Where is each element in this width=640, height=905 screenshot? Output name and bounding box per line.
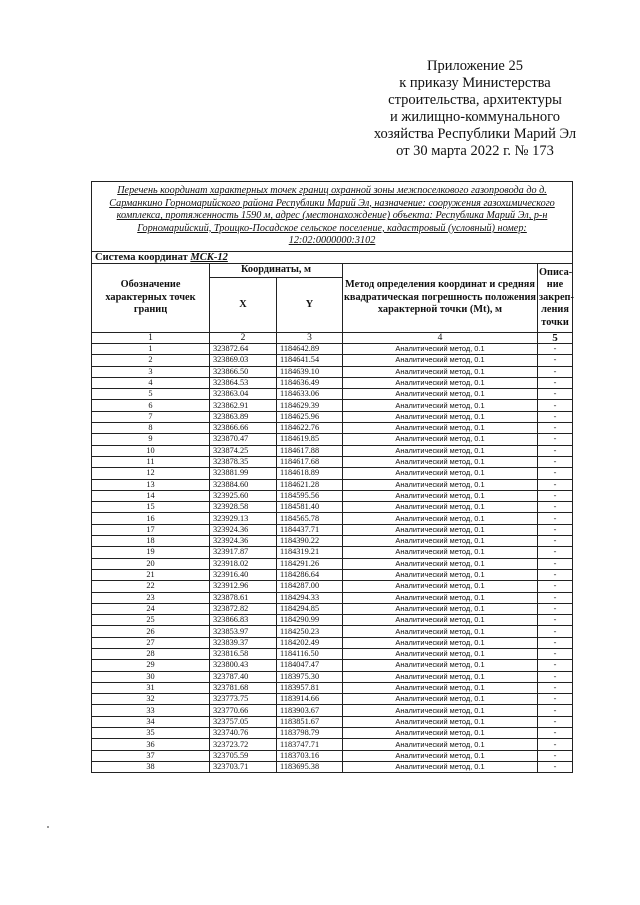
index-cell: 4	[343, 332, 538, 343]
table-row	[92, 637, 573, 648]
table-row	[92, 434, 573, 445]
point-number-cell: 4	[92, 377, 210, 388]
table-row	[92, 615, 573, 626]
point-number-cell: 6	[92, 400, 210, 411]
method-cell: Аналитический метод, 0.1	[343, 468, 538, 479]
method-cell: Аналитический метод, 0.1	[343, 434, 538, 445]
x-coordinate-cell: 323916.40	[210, 569, 277, 580]
x-coordinate-cell: 323928.58	[210, 502, 277, 513]
point-number-cell: 19	[92, 547, 210, 558]
table-row	[92, 490, 573, 501]
point-number-cell: 15	[92, 502, 210, 513]
header-line: от 30 марта 2022 г. № 173	[396, 143, 554, 159]
point-number-cell: 31	[92, 682, 210, 693]
fixing-description-cell: -	[538, 637, 573, 648]
method-cell: Аналитический метод, 0.1	[343, 648, 538, 659]
point-number-cell: 14	[92, 490, 210, 501]
table-row	[92, 366, 573, 377]
fixing-description-cell: -	[538, 671, 573, 682]
point-number-cell: 12	[92, 468, 210, 479]
y-coordinate-cell: 1184618.89	[277, 468, 343, 479]
point-number-cell: 16	[92, 513, 210, 524]
x-coordinate-cell: 323866.50	[210, 366, 277, 377]
x-coordinate-cell: 323757.05	[210, 716, 277, 727]
table-row	[92, 592, 573, 603]
method-cell: Аналитический метод, 0.1	[343, 445, 538, 456]
index-cell: 3	[277, 332, 343, 343]
table-row	[92, 705, 573, 716]
y-coordinate-cell: 1183695.38	[277, 761, 343, 772]
x-coordinate-cell: 323705.59	[210, 750, 277, 761]
fixing-description-cell: -	[538, 400, 573, 411]
fixing-description-cell: -	[538, 603, 573, 614]
method-cell: Аналитический метод, 0.1	[343, 716, 538, 727]
table-row	[92, 682, 573, 693]
y-coordinate-cell: 1184286.64	[277, 569, 343, 580]
fixing-description-cell: -	[538, 750, 573, 761]
table-row	[92, 513, 573, 524]
table-title: Перечень координат характерных точек границ охранной зоны межпоселкового газопровода до д. Сарманкино Горномарийского района Республики Марий Эл, назначение: сооружения газохимического комплекса, протяженность 1590 м, адрес (местонахождение) объекта: Республика Марий Эл, р-н Горномарийский, Троицко-Посадское сельское поселение, кадастровый (условный) номер: 12:02:0000000:3102	[92, 182, 573, 252]
y-coordinate-cell: 1184290.99	[277, 615, 343, 626]
y-coordinate-cell: 1184595.56	[277, 490, 343, 501]
method-cell: Аналитический метод, 0.1	[343, 343, 538, 354]
fixing-description-cell: -	[538, 660, 573, 671]
table-row	[92, 694, 573, 705]
y-coordinate-cell: 1184629.39	[277, 400, 343, 411]
method-cell: Аналитический метод, 0.1	[343, 569, 538, 580]
table-row	[92, 750, 573, 761]
y-coordinate-cell: 1183957.81	[277, 682, 343, 693]
y-coordinate-cell: 1183703.16	[277, 750, 343, 761]
x-coordinate-cell: 323839.37	[210, 637, 277, 648]
fixing-description-cell: -	[538, 558, 573, 569]
point-number-cell: 13	[92, 479, 210, 490]
x-coordinate-cell: 323878.61	[210, 592, 277, 603]
fixing-description-cell: -	[538, 411, 573, 422]
table-row	[92, 761, 573, 772]
x-coordinate-cell: 323866.83	[210, 615, 277, 626]
fixing-description-cell: -	[538, 716, 573, 727]
table-row	[92, 524, 573, 535]
fixing-description-cell: -	[538, 626, 573, 637]
header-line: и жилищно-коммунального	[389, 109, 561, 125]
column-index-row	[92, 332, 573, 343]
header-line: Приложение 25	[427, 58, 523, 74]
header-method: Метод определения координат и средняя квадратическая погрешность положения характерной точки (Mt), м	[343, 263, 538, 332]
y-coordinate-cell: 1184617.68	[277, 456, 343, 467]
fixing-description-cell: -	[538, 490, 573, 501]
x-coordinate-cell: 323863.89	[210, 411, 277, 422]
y-coordinate-cell: 1184622.76	[277, 423, 343, 434]
table-row	[92, 468, 573, 479]
method-cell: Аналитический метод, 0.1	[343, 761, 538, 772]
point-number-cell: 33	[92, 705, 210, 716]
table-row	[92, 536, 573, 547]
x-coordinate-cell: 323787.40	[210, 671, 277, 682]
index-cell: 2	[210, 332, 277, 343]
y-coordinate-cell: 1184294.33	[277, 592, 343, 603]
method-cell: Аналитический метод, 0.1	[343, 739, 538, 750]
scan-speck	[47, 826, 49, 828]
point-number-cell: 3	[92, 366, 210, 377]
y-coordinate-cell: 1184636.49	[277, 377, 343, 388]
fixing-description-cell: -	[538, 592, 573, 603]
y-coordinate-cell: 1184250.23	[277, 626, 343, 637]
point-number-cell: 28	[92, 648, 210, 659]
method-cell: Аналитический метод, 0.1	[343, 513, 538, 524]
point-number-cell: 24	[92, 603, 210, 614]
x-coordinate-cell: 323878.35	[210, 456, 277, 467]
point-number-cell: 23	[92, 592, 210, 603]
table-row	[92, 445, 573, 456]
method-cell: Аналитический метод, 0.1	[343, 660, 538, 671]
method-cell: Аналитический метод, 0.1	[343, 366, 538, 377]
y-coordinate-cell: 1184581.40	[277, 502, 343, 513]
header-coordinates: Координаты, м	[210, 263, 343, 277]
table-row	[92, 456, 573, 467]
x-coordinate-cell: 323929.13	[210, 513, 277, 524]
y-coordinate-cell: 1184202.49	[277, 637, 343, 648]
point-number-cell: 27	[92, 637, 210, 648]
table-row	[92, 377, 573, 388]
method-cell: Аналитический метод, 0.1	[343, 502, 538, 513]
point-number-cell: 35	[92, 728, 210, 739]
fixing-description-cell: -	[538, 524, 573, 535]
header-line: строительства, архитектуры	[388, 92, 562, 108]
header-x: X	[210, 277, 277, 332]
coordinate-system-label: Система координат	[95, 251, 188, 263]
table-row	[92, 423, 573, 434]
header-line: к приказу Министерства	[399, 75, 551, 91]
method-cell: Аналитический метод, 0.1	[343, 592, 538, 603]
method-cell: Аналитический метод, 0.1	[343, 490, 538, 501]
x-coordinate-cell: 323770.66	[210, 705, 277, 716]
header-y: Y	[277, 277, 343, 332]
y-coordinate-cell: 1184619.85	[277, 434, 343, 445]
fixing-description-cell: -	[538, 761, 573, 772]
point-number-cell: 26	[92, 626, 210, 637]
method-cell: Аналитический метод, 0.1	[343, 411, 538, 422]
y-coordinate-cell: 1183747.71	[277, 739, 343, 750]
fixing-description-cell: -	[538, 739, 573, 750]
y-coordinate-cell: 1184319.21	[277, 547, 343, 558]
x-coordinate-cell: 323863.04	[210, 389, 277, 400]
x-coordinate-cell: 323925.60	[210, 490, 277, 501]
table-row	[92, 479, 573, 490]
fixing-description-cell: -	[538, 682, 573, 693]
x-coordinate-cell: 323800.43	[210, 660, 277, 671]
y-coordinate-cell: 1184565.78	[277, 513, 343, 524]
method-cell: Аналитический метод, 0.1	[343, 728, 538, 739]
table-row	[92, 343, 573, 354]
point-number-cell: 21	[92, 569, 210, 580]
method-cell: Аналитический метод, 0.1	[343, 377, 538, 388]
x-coordinate-cell: 323866.66	[210, 423, 277, 434]
x-coordinate-cell: 323781.68	[210, 682, 277, 693]
x-coordinate-cell: 323917.87	[210, 547, 277, 558]
y-coordinate-cell: 1184047.47	[277, 660, 343, 671]
x-coordinate-cell: 323740.76	[210, 728, 277, 739]
method-cell: Аналитический метод, 0.1	[343, 671, 538, 682]
table-row	[92, 400, 573, 411]
header-line: хозяйства Республики Марий Эл	[373, 126, 577, 142]
point-number-cell: 18	[92, 536, 210, 547]
table-row	[92, 671, 573, 682]
fixing-description-cell: -	[538, 479, 573, 490]
fixing-description-cell: -	[538, 547, 573, 558]
y-coordinate-cell: 1183914.66	[277, 694, 343, 705]
y-coordinate-cell: 1183798.79	[277, 728, 343, 739]
fixing-description-cell: -	[538, 694, 573, 705]
table-row	[92, 648, 573, 659]
x-coordinate-cell: 323881.99	[210, 468, 277, 479]
x-coordinate-cell: 323869.03	[210, 355, 277, 366]
x-coordinate-cell: 323872.64	[210, 343, 277, 354]
x-coordinate-cell: 323924.36	[210, 524, 277, 535]
fixing-description-cell: -	[538, 343, 573, 354]
method-cell: Аналитический метод, 0.1	[343, 389, 538, 400]
method-cell: Аналитический метод, 0.1	[343, 750, 538, 761]
method-cell: Аналитический метод, 0.1	[343, 479, 538, 490]
x-coordinate-cell: 323912.96	[210, 581, 277, 592]
fixing-description-cell: -	[538, 423, 573, 434]
index-cell: 5	[538, 332, 573, 343]
table-row	[92, 355, 573, 366]
point-number-cell: 30	[92, 671, 210, 682]
table-row	[92, 547, 573, 558]
y-coordinate-cell: 1184639.10	[277, 366, 343, 377]
point-number-cell: 5	[92, 389, 210, 400]
y-coordinate-cell: 1184625.96	[277, 411, 343, 422]
point-number-cell: 9	[92, 434, 210, 445]
fixing-description-cell: -	[538, 434, 573, 445]
y-coordinate-cell: 1184641.54	[277, 355, 343, 366]
point-number-cell: 2	[92, 355, 210, 366]
y-coordinate-cell: 1183903.67	[277, 705, 343, 716]
table-row	[92, 411, 573, 422]
table-row	[92, 716, 573, 727]
y-coordinate-cell: 1184437.71	[277, 524, 343, 535]
coordinate-system	[92, 251, 573, 263]
point-number-cell: 11	[92, 456, 210, 467]
fixing-description-cell: -	[538, 581, 573, 592]
x-coordinate-cell: 323870.47	[210, 434, 277, 445]
table-row	[92, 581, 573, 592]
fixing-description-cell: -	[538, 728, 573, 739]
coordinate-system-value: МСК-12	[190, 251, 228, 263]
fixing-description-cell: -	[538, 615, 573, 626]
x-coordinate-cell: 323884.60	[210, 479, 277, 490]
table-row	[92, 739, 573, 750]
point-number-cell: 32	[92, 694, 210, 705]
x-coordinate-cell: 323872.82	[210, 603, 277, 614]
y-coordinate-cell: 1184116.50	[277, 648, 343, 659]
point-number-cell: 20	[92, 558, 210, 569]
method-cell: Аналитический метод, 0.1	[343, 456, 538, 467]
method-cell: Аналитический метод, 0.1	[343, 547, 538, 558]
table-row	[92, 603, 573, 614]
fixing-description-cell: -	[538, 445, 573, 456]
method-cell: Аналитический метод, 0.1	[343, 558, 538, 569]
x-coordinate-cell: 323918.02	[210, 558, 277, 569]
index-cell: 1	[92, 332, 210, 343]
fixing-description-cell: -	[538, 569, 573, 580]
fixing-description-cell: -	[538, 536, 573, 547]
method-cell: Аналитический метод, 0.1	[343, 626, 538, 637]
point-number-cell: 22	[92, 581, 210, 592]
table-row	[92, 558, 573, 569]
y-coordinate-cell: 1184621.28	[277, 479, 343, 490]
point-number-cell: 36	[92, 739, 210, 750]
method-cell: Аналитический метод, 0.1	[343, 524, 538, 535]
x-coordinate-cell: 323853.97	[210, 626, 277, 637]
y-coordinate-cell: 1184287.00	[277, 581, 343, 592]
method-cell: Аналитический метод, 0.1	[343, 637, 538, 648]
point-number-cell: 25	[92, 615, 210, 626]
fixing-description-cell: -	[538, 389, 573, 400]
y-coordinate-cell: 1184642.89	[277, 343, 343, 354]
fixing-description-cell: -	[538, 705, 573, 716]
point-number-cell: 8	[92, 423, 210, 434]
header-point: Обозначение характерных точек границ	[92, 263, 210, 332]
y-coordinate-cell: 1184291.26	[277, 558, 343, 569]
method-cell: Аналитический метод, 0.1	[343, 603, 538, 614]
point-number-cell: 10	[92, 445, 210, 456]
point-number-cell: 37	[92, 750, 210, 761]
fixing-description-cell: -	[538, 366, 573, 377]
x-coordinate-cell: 323924.36	[210, 536, 277, 547]
fixing-description-cell: -	[538, 377, 573, 388]
fixing-description-cell: -	[538, 513, 573, 524]
x-coordinate-cell: 323864.53	[210, 377, 277, 388]
fixing-description-cell: -	[538, 502, 573, 513]
table-row	[92, 569, 573, 580]
y-coordinate-cell: 1184633.06	[277, 389, 343, 400]
appendix-header	[330, 58, 620, 160]
fixing-description-cell: -	[538, 468, 573, 479]
x-coordinate-cell: 323874.25	[210, 445, 277, 456]
point-number-cell: 1	[92, 343, 210, 354]
x-coordinate-cell: 323703.71	[210, 761, 277, 772]
method-cell: Аналитический метод, 0.1	[343, 400, 538, 411]
method-cell: Аналитический метод, 0.1	[343, 682, 538, 693]
header-description: Описа-ние закреп-ления точки	[538, 263, 573, 332]
x-coordinate-cell: 323723.72	[210, 739, 277, 750]
method-cell: Аналитический метод, 0.1	[343, 536, 538, 547]
method-cell: Аналитический метод, 0.1	[343, 581, 538, 592]
method-cell: Аналитический метод, 0.1	[343, 355, 538, 366]
table-row	[92, 728, 573, 739]
y-coordinate-cell: 1183851.67	[277, 716, 343, 727]
table-row	[92, 389, 573, 400]
method-cell: Аналитический метод, 0.1	[343, 615, 538, 626]
fixing-description-cell: -	[538, 648, 573, 659]
fixing-description-cell: -	[538, 456, 573, 467]
method-cell: Аналитический метод, 0.1	[343, 705, 538, 716]
y-coordinate-cell: 1184294.85	[277, 603, 343, 614]
table-row	[92, 626, 573, 637]
table-row	[92, 502, 573, 513]
point-number-cell: 34	[92, 716, 210, 727]
point-number-cell: 29	[92, 660, 210, 671]
y-coordinate-cell: 1184390.22	[277, 536, 343, 547]
x-coordinate-cell: 323816.58	[210, 648, 277, 659]
point-number-cell: 7	[92, 411, 210, 422]
y-coordinate-cell: 1183975.30	[277, 671, 343, 682]
x-coordinate-cell: 323773.75	[210, 694, 277, 705]
x-coordinate-cell: 323862.91	[210, 400, 277, 411]
method-cell: Аналитический метод, 0.1	[343, 694, 538, 705]
point-number-cell: 17	[92, 524, 210, 535]
coordinates-table	[91, 181, 573, 773]
point-number-cell: 38	[92, 761, 210, 772]
fixing-description-cell: -	[538, 355, 573, 366]
method-cell: Аналитический метод, 0.1	[343, 423, 538, 434]
table-row	[92, 660, 573, 671]
y-coordinate-cell: 1184617.88	[277, 445, 343, 456]
